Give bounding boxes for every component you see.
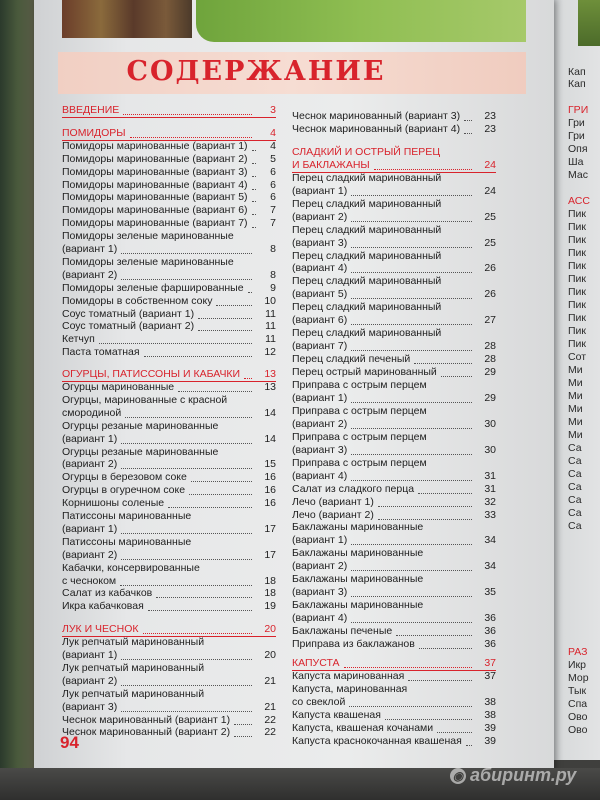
next-page-entry-fragment: Ово <box>568 711 588 723</box>
next-page-entry-fragment: Ми <box>568 429 583 441</box>
toc-entry-title: Патиссоны маринованные <box>62 510 192 522</box>
leader-dots <box>252 180 256 190</box>
toc-entry-title: (вариант 7) <box>292 340 348 353</box>
next-page-section-fragment: ГРИ <box>568 104 589 116</box>
toc-page-number: 23 <box>484 110 496 122</box>
toc-entry-title: Огурцы резаные маринованные <box>62 445 219 458</box>
toc-page-number: 6 <box>270 191 276 204</box>
toc-page-number: 35 <box>484 586 496 599</box>
toc-entry-title: Перец сладкий маринованный <box>292 249 442 262</box>
toc-entry-title: Помидоры зеленые фаршированные <box>62 281 244 294</box>
leader-dots <box>396 626 472 636</box>
next-page-entry-fragment: Ми <box>568 364 583 376</box>
toc-section-title: ЛУК И ЧЕСНОК <box>62 623 139 636</box>
toc-section-title: И БАКЛАЖАНЫ <box>292 158 370 171</box>
toc-page-number: 29 <box>484 391 496 404</box>
toc-section-title: СЛАДКИЙ И ОСТРЫЙ ПЕРЕЦ <box>292 145 441 158</box>
next-page-entry-fragment: Ово <box>568 724 588 736</box>
leader-dots <box>156 588 252 598</box>
toc-entry-title: Капуста, квашеная кочанами <box>292 721 434 734</box>
toc-entry-title: Капуста маринованная <box>292 669 405 682</box>
next-page-entry-fragment: Мас <box>568 169 588 181</box>
toc-entry-title: (вариант 3) <box>62 700 118 713</box>
leader-dots <box>198 309 252 319</box>
toc-entry-title: Помидоры зеленые маринованные <box>62 255 234 268</box>
toc-page-number: 21 <box>264 674 276 687</box>
toc-entry-title: (вариант 1) <box>62 432 118 445</box>
toc-page-number: 11 <box>265 333 276 346</box>
toc-page-number: 25 <box>484 236 496 249</box>
toc-page-number: 15 <box>264 458 276 471</box>
leader-dots <box>351 341 472 351</box>
leader-dots <box>351 186 472 196</box>
toc-entry-title: (вариант 2) <box>292 560 348 573</box>
leader-dots <box>125 408 252 418</box>
next-page-entry-fragment: Са <box>568 455 582 467</box>
next-page-entry-fragment: Са <box>568 494 582 506</box>
toc-page-number: 31 <box>484 469 496 482</box>
toc-entry-title: Помидоры в собственном соку <box>62 294 213 307</box>
leader-dots <box>121 550 252 560</box>
leader-dots <box>374 160 472 170</box>
leader-dots <box>351 445 472 455</box>
next-page-entry-fragment: Мор <box>568 672 589 684</box>
toc-entry-title: Корнишоны соленые <box>62 497 165 510</box>
leader-dots <box>351 535 472 545</box>
toc-entry-title: Приправа с острым перцем <box>292 404 427 417</box>
toc-section-title: ВВЕДЕНИЕ <box>62 104 120 116</box>
toc-entry-title: (вариант 6) <box>292 314 348 327</box>
toc-section-title: ОГУРЦЫ, ПАТИССОНЫ И КАБАЧКИ <box>62 368 241 381</box>
next-page-entry-fragment: Са <box>568 442 582 454</box>
toc-entry-title: (вариант 3) <box>292 586 348 599</box>
toc-page-number: 17 <box>264 548 276 561</box>
leader-dots <box>121 434 252 444</box>
toc-page-number: 36 <box>484 625 496 638</box>
toc-entry-title: Чеснок маринованный (вариант 2) <box>62 726 231 739</box>
leader-dots <box>408 671 472 681</box>
toc-entry-title: (вариант 1) <box>292 391 348 404</box>
next-page-entry-fragment: Тык <box>568 685 587 697</box>
toc-page-number: 11 <box>265 320 276 333</box>
next-page-entry-fragment: Ми <box>568 390 583 402</box>
toc-entry-title: (вариант 2) <box>292 417 348 430</box>
toc-entry-title: Кетчуп <box>62 333 95 346</box>
toc-page-number: 6 <box>270 178 276 191</box>
next-page-entry-fragment: Пик <box>568 234 587 246</box>
toc-entry-title: Баклажаны маринованные <box>292 599 424 612</box>
toc-page-number: 39 <box>484 721 496 734</box>
toc-page-number: 7 <box>270 217 276 230</box>
next-page-section-fragment: АСС <box>568 195 590 207</box>
toc-page-number: 37 <box>484 669 496 682</box>
next-page-entry-fragment: Ша <box>568 156 584 168</box>
leader-dots <box>351 613 472 623</box>
toc-entry-title: Перец сладкий маринованный <box>292 301 442 314</box>
toc-entry-title: смородиной <box>62 406 122 419</box>
toc-entry-title: (вариант 1) <box>292 534 348 547</box>
toc-entry-title: Лук репчатый маринованный <box>62 687 205 700</box>
toc-entry-title: Чеснок маринованный (вариант 4) <box>292 122 461 135</box>
next-page-entry-fragment: Гри <box>568 130 585 142</box>
toc-entry-title: Огурцы в березовом соке <box>62 471 187 484</box>
toc-entry-title: Салат из кабачков <box>62 587 153 600</box>
toc-page-number: 39 <box>484 734 496 747</box>
next-page-entry-fragment: Са <box>568 468 582 480</box>
toc-page-number: 4 <box>270 126 276 139</box>
toc-entry-title: (вариант 3) <box>292 443 348 456</box>
toc-entry-title: (вариант 1) <box>62 522 118 535</box>
next-page-photo <box>578 0 600 46</box>
leader-dots <box>464 124 472 134</box>
toc-page-number: 8 <box>270 268 276 281</box>
toc-entry-title: Чеснок маринованный (вариант 1) <box>62 713 231 726</box>
toc-page-number: 36 <box>484 638 496 650</box>
toc-page-number: 16 <box>264 471 276 484</box>
next-page-entry-fragment: Пик <box>568 273 587 285</box>
toc-page-number: 23 <box>484 122 496 135</box>
leader-dots <box>234 715 252 725</box>
leader-dots <box>351 212 472 222</box>
toc-page-number: 17 <box>264 522 276 535</box>
labyrinth-icon: ◉ <box>450 768 466 784</box>
toc-entry-title: со свеклой <box>292 695 346 708</box>
next-page-entry-fragment: Спа <box>568 698 588 710</box>
next-page-entry-fragment: Ми <box>568 377 583 389</box>
page-title: СОДЕРЖАНИЕ <box>126 56 386 87</box>
leader-dots <box>252 154 256 164</box>
leader-dots <box>130 128 252 138</box>
toc-entry-title: (вариант 2) <box>62 268 118 281</box>
toc-entry-title: Огурцы в огуречном соке <box>62 484 186 497</box>
leader-dots <box>351 419 472 429</box>
leader-dots <box>252 218 256 228</box>
toc-entry-title: Помидоры зеленые маринованные <box>62 230 234 243</box>
leader-dots <box>168 498 252 508</box>
leader-dots <box>143 624 252 634</box>
toc-page-number: 22 <box>264 713 276 726</box>
toc-page-number: 26 <box>484 262 496 275</box>
toc-entry-title: Баклажаны печеные <box>292 625 393 638</box>
toc-page-number: 38 <box>484 708 496 721</box>
next-page-entry-fragment: Гри <box>568 117 585 129</box>
toc-entry-title: Помидоры маринованные (вариант 7) <box>62 217 248 230</box>
toc-entry-title: Перец сладкий маринованный <box>292 223 442 236</box>
next-page-entry-fragment: Икр <box>568 659 586 671</box>
next-page-entry-fragment: Пик <box>568 221 587 233</box>
leader-dots <box>120 576 252 586</box>
leader-dots <box>351 471 472 481</box>
leader-dots <box>351 561 472 571</box>
toc-entry-title: Помидоры маринованные (вариант 1) <box>62 139 248 152</box>
leader-dots <box>351 238 472 248</box>
toc-entry-title: Огурцы резаные маринованные <box>62 419 219 432</box>
leader-dots <box>191 472 252 482</box>
leader-dots <box>466 736 472 746</box>
leader-dots <box>351 393 472 403</box>
leader-dots <box>441 367 472 377</box>
toc-page-number: 28 <box>484 353 496 366</box>
toc-page-number: 9 <box>270 281 276 294</box>
toc-entry-title: Помидоры маринованные (вариант 2) <box>62 152 248 165</box>
watermark <box>450 765 576 786</box>
next-page-entry-fragment: Пик <box>568 312 587 324</box>
next-page-entry-fragment: Сот <box>568 351 587 363</box>
leader-dots <box>252 192 256 202</box>
toc-entry-title: Перец сладкий маринованный <box>292 327 442 340</box>
toc-entry-title: (вариант 3) <box>292 236 348 249</box>
toc-page-number: 30 <box>484 443 496 456</box>
toc-page-number: 36 <box>484 612 496 625</box>
toc-entry-title: Баклажаны маринованные <box>292 573 424 586</box>
toc-entry-title: Икра кабачковая <box>62 600 144 613</box>
toc-page-number: 5 <box>270 152 276 165</box>
toc-section-title: КАПУСТА <box>292 656 340 669</box>
toc-entry-title: Кабачки, консервированные <box>62 561 200 574</box>
next-page-entry-fragment: Са <box>568 507 582 519</box>
leader-dots <box>244 369 252 379</box>
toc-entry-title: Лечо (вариант 1) <box>292 495 374 508</box>
leader-dots <box>351 587 472 597</box>
toc-page-number: 37 <box>484 656 496 669</box>
toc-page-number: 38 <box>484 695 496 708</box>
toc-section-title: ПОМИДОРЫ <box>62 126 126 139</box>
leader-dots <box>437 723 472 733</box>
toc-page-number: 31 <box>484 482 496 495</box>
toc-entry-title: Огурцы маринованные <box>62 381 175 393</box>
toc-page-number: 11 <box>265 307 276 320</box>
toc-entry-title: (вариант 1) <box>62 649 118 661</box>
next-page-entry-fragment: Опя <box>568 143 588 155</box>
toc-entry-title: (вариант 4) <box>292 469 348 482</box>
toc-page-number: 32 <box>484 495 496 508</box>
toc-entry-title: (вариант 2) <box>62 674 118 687</box>
toc-page-number: 25 <box>484 210 496 223</box>
leader-dots <box>121 270 252 280</box>
toc-page-number: 3 <box>270 104 276 116</box>
leader-dots <box>414 354 472 364</box>
toc-entry-title: Паста томатная <box>62 346 140 359</box>
toc-page-number: 14 <box>264 406 276 419</box>
toc-page-number: 24 <box>484 158 496 171</box>
next-page-entry-fragment: Пик <box>568 260 587 272</box>
toc-entry-title: Огурцы, маринованные с красной <box>62 393 228 406</box>
next-page-entry-fragment: Пик <box>568 247 587 259</box>
toc-page-number: 20 <box>264 649 276 661</box>
leader-dots <box>351 289 472 299</box>
next-page-entry-fragment: Ми <box>568 403 583 415</box>
toc-entry-title: с чесноком <box>62 574 117 587</box>
toc-entry-title: (вариант 5) <box>292 288 348 301</box>
toc-entry-title: Перец сладкий маринованный <box>292 275 442 288</box>
toc-page-number: 18 <box>264 574 276 587</box>
toc-page-number: 16 <box>264 497 276 510</box>
toc-entry-title: Перец сладкий печеный <box>292 353 411 366</box>
toc-entry-title: Лук репчатый маринованный <box>62 636 205 649</box>
leader-dots <box>385 710 472 720</box>
next-page-section-fragment: РАЗ <box>568 646 588 658</box>
leader-dots <box>121 244 252 254</box>
toc-page-number: 27 <box>484 314 496 327</box>
next-page-entry-fragment: Пик <box>568 208 587 220</box>
leader-dots <box>464 111 472 121</box>
toc-page-number: 26 <box>484 288 496 301</box>
toc-page-number: 13 <box>264 368 276 381</box>
toc-entry-title: Помидоры маринованные (вариант 4) <box>62 178 248 191</box>
next-page-entry-fragment: Пик <box>568 299 587 311</box>
next-page-entry-fragment: Пик <box>568 325 587 337</box>
toc-entry-title: Лечо (вариант 2) <box>292 508 374 521</box>
next-page-entry-fragment: Ми <box>568 416 583 428</box>
leader-dots <box>121 702 252 712</box>
toc-page-number: 6 <box>270 165 276 178</box>
toc-page-number: 4 <box>270 139 276 152</box>
toc-entry-title: (вариант 1) <box>62 243 118 255</box>
header-photo <box>62 0 192 38</box>
leader-dots <box>198 321 252 331</box>
toc-entry-title: Приправа с острым перцем <box>292 430 427 443</box>
toc-page-number: 8 <box>270 243 276 255</box>
next-page-entry-fragment: Пик <box>568 286 587 298</box>
toc-page-number: 34 <box>484 560 496 573</box>
leader-dots <box>248 283 252 293</box>
toc-page-number: 30 <box>484 417 496 430</box>
toc-page-number: 14 <box>264 432 276 445</box>
toc-entry-title: (вариант 2) <box>62 548 118 561</box>
toc-page-number: 16 <box>264 484 276 497</box>
toc-page-number: 19 <box>264 600 276 613</box>
toc-page-number: 22 <box>264 726 276 739</box>
toc-page-number: 29 <box>484 366 496 379</box>
toc-entry-title: Баклажаны маринованные <box>292 547 424 560</box>
toc-page-number: 7 <box>270 204 276 217</box>
leader-dots <box>351 315 472 325</box>
leader-dots <box>148 601 252 611</box>
toc-page-number: 24 <box>484 184 496 197</box>
watermark-text: абиринт.ру <box>470 765 577 785</box>
toc-entry-title: Лук репчатый маринованный <box>62 661 205 674</box>
toc-entry-title: (вариант 2) <box>62 458 118 471</box>
toc-entry-title: Соус томатный (вариант 1) <box>62 307 195 320</box>
toc-entry-title: (вариант 4) <box>292 612 348 625</box>
toc-entry-title: Перец сладкий маринованный <box>292 171 442 184</box>
leader-dots <box>144 347 252 357</box>
leader-dots <box>344 658 472 668</box>
header-green-band <box>196 0 526 42</box>
toc-page-number: 18 <box>264 587 276 600</box>
next-page-entry-fragment: Са <box>568 520 582 532</box>
toc-entry-title: Помидоры маринованные (вариант 3) <box>62 165 248 178</box>
toc-entry-title: Капуста квашеная <box>292 708 381 721</box>
toc-page-number: 10 <box>264 294 276 307</box>
toc-entry-title: Капуста, маринованная <box>292 682 408 695</box>
toc-entry-title: (вариант 4) <box>292 262 348 275</box>
toc-page-number: 33 <box>484 508 496 521</box>
toc-entry-title: Помидоры маринованные (вариант 6) <box>62 204 248 217</box>
leader-dots <box>121 650 252 660</box>
leader-dots <box>121 524 252 534</box>
toc-page-number: 20 <box>264 623 276 636</box>
toc-page-number: 34 <box>484 534 496 547</box>
toc-page-number: 13 <box>264 381 276 393</box>
next-page-entry-fragment: Кап <box>568 78 586 90</box>
toc-page-number: 28 <box>484 340 496 353</box>
toc-entry-title: Приправа с острым перцем <box>292 456 427 469</box>
toc-entry-title: Патиссоны маринованные <box>62 535 192 548</box>
leader-dots <box>216 296 252 306</box>
toc-entry-title: Капуста краснокочанная квашеная <box>292 734 462 747</box>
toc-entry-title: Салат из сладкого перца <box>292 482 415 495</box>
toc-entry-title: (вариант 2) <box>292 210 348 223</box>
toc-entry-title: Помидоры маринованные (вариант 5) <box>62 191 248 204</box>
leader-dots <box>252 167 256 177</box>
leader-dots <box>419 639 472 649</box>
leader-dots <box>123 105 252 115</box>
leader-dots <box>351 263 472 273</box>
next-page-entry-fragment: Са <box>568 481 582 493</box>
leader-dots <box>418 484 472 494</box>
toc-entry-title: (вариант 1) <box>292 184 348 197</box>
section-rule <box>62 117 276 118</box>
toc-entry-title: Перец сладкий маринованный <box>292 197 442 210</box>
next-page-entry-fragment: Кап <box>568 66 586 78</box>
toc-entry-title: Чеснок маринованный (вариант 3) <box>292 110 461 122</box>
toc-page-number: 21 <box>264 700 276 713</box>
leader-dots <box>178 382 252 392</box>
page-number: 94 <box>60 733 79 752</box>
leader-dots <box>189 485 252 495</box>
toc-entry-title: Приправа из баклажанов <box>292 638 415 650</box>
leader-dots <box>99 334 252 344</box>
toc-entry-title: Перец острый маринованный <box>292 366 437 379</box>
leader-dots <box>121 676 252 686</box>
leader-dots <box>252 205 256 215</box>
leader-dots <box>349 697 472 707</box>
leader-dots <box>234 727 252 737</box>
leader-dots <box>378 510 472 520</box>
leader-dots <box>252 141 256 151</box>
leader-dots <box>378 497 472 507</box>
leader-dots <box>121 459 252 469</box>
next-page-entry-fragment: Пик <box>568 338 587 350</box>
toc-entry-title: Соус томатный (вариант 2) <box>62 320 195 333</box>
toc-entry-title: Приправа с острым перцем <box>292 379 427 391</box>
toc-page-number: 12 <box>264 346 276 359</box>
toc-entry-title: Баклажаны маринованные <box>292 521 424 534</box>
